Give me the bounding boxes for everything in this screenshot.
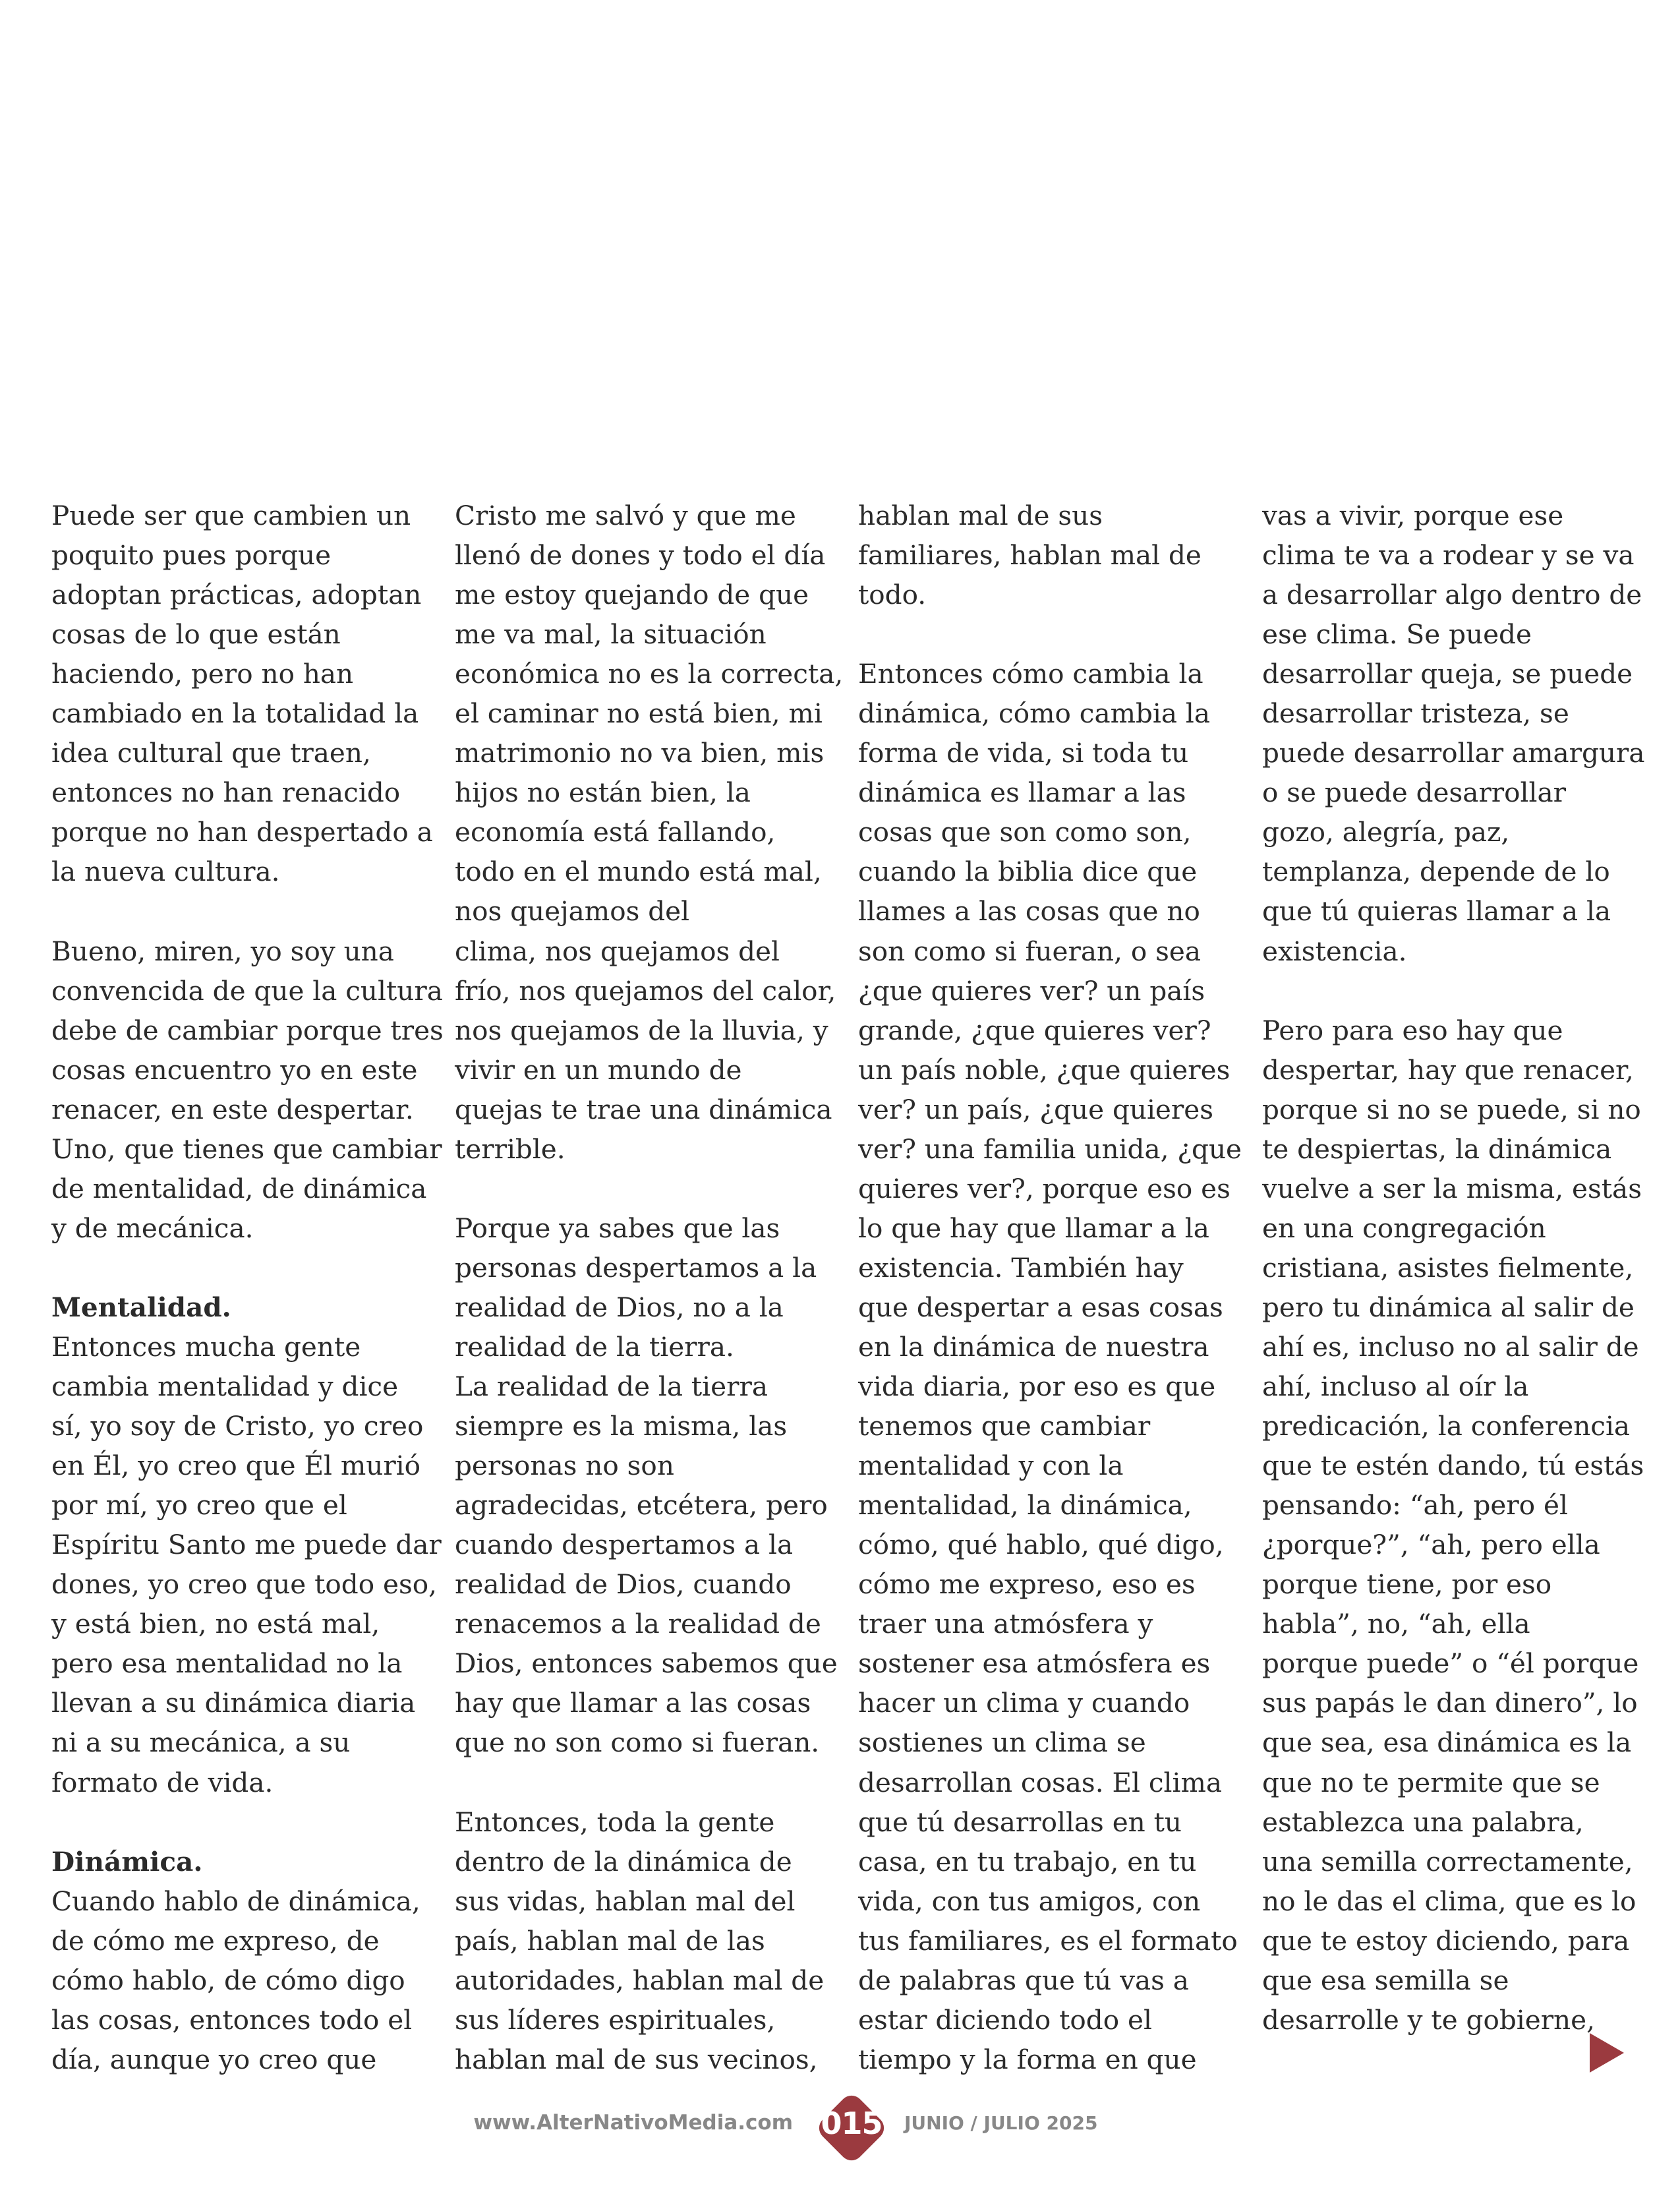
text-line: clima, nos quejamos del bbox=[455, 935, 780, 967]
text-line: nos quejamos de la lluvia, y bbox=[455, 1014, 828, 1046]
text-line: quejas te trae una dinámica bbox=[455, 1093, 832, 1125]
text-line: hablan mal de sus vecinos, bbox=[455, 2043, 818, 2075]
text-line: adoptan prácticas, adoptan bbox=[51, 579, 422, 611]
text-line: llenó de dones y todo el día bbox=[455, 539, 826, 572]
paragraph bbox=[51, 931, 444, 1248]
text-line: ¿porque?”, “ah, pero ella bbox=[1262, 1529, 1600, 1561]
text-line: personas despertamos a la bbox=[455, 1251, 817, 1284]
article-column-1 bbox=[51, 496, 444, 2079]
text-line: porque puede” o “él porque bbox=[1262, 1647, 1639, 1680]
text-line: cómo hablo, de cómo digo bbox=[51, 1964, 405, 1996]
paragraph bbox=[858, 654, 1242, 2079]
paragraph-spacer bbox=[51, 1802, 420, 1842]
paragraph-spacer bbox=[1262, 971, 1631, 1011]
text-line: me estoy quejando de que bbox=[455, 579, 809, 611]
text-line: renacer, en este despertar. bbox=[51, 1093, 414, 1125]
text-line: que sea, esa dinámica es la bbox=[1262, 1727, 1632, 1759]
page-footer bbox=[0, 2082, 1680, 2161]
text-line: llevan a su dinámica diaria bbox=[51, 1687, 416, 1719]
text-line: tenemos que cambiar bbox=[858, 1410, 1151, 1442]
text-line: dentro de la dinámica de bbox=[455, 1845, 792, 1877]
text-line: cosas que son como son, bbox=[858, 816, 1192, 848]
text-line: existencia. bbox=[1262, 935, 1407, 967]
paragraph bbox=[455, 496, 844, 1169]
text-line: establezca una palabra, bbox=[1262, 1806, 1584, 1838]
text-line: sus papás le dan dinero”, lo bbox=[1262, 1687, 1638, 1719]
text-line: realidad de Dios, no a la bbox=[455, 1291, 784, 1323]
text-line: predicación, la conferencia bbox=[1262, 1410, 1631, 1442]
text-line: matrimonio no va bien, mis bbox=[455, 737, 825, 769]
text-line: la nueva cultura. bbox=[51, 856, 280, 888]
paragraph-spacer bbox=[858, 614, 1227, 654]
text-line: económica no es la correcta, bbox=[455, 658, 844, 690]
text-line: y está bien, no está mal, bbox=[51, 1608, 380, 1640]
footer-website[interactable]: www.AlterNativoMedia.com bbox=[473, 2111, 793, 2135]
text-line: son como si fueran, o sea bbox=[858, 935, 1201, 967]
text-line: vida, con tus amigos, con bbox=[858, 1885, 1201, 1917]
text-line: desarrollan cosas. El clima bbox=[858, 1766, 1222, 1798]
text-line: y de mecánica. bbox=[51, 1212, 254, 1244]
text-line: país, hablan mal de las bbox=[455, 1924, 765, 1957]
text-line: todo. bbox=[858, 579, 927, 611]
text-line: realidad de la tierra. bbox=[455, 1330, 734, 1363]
text-line: La realidad de la tierra bbox=[455, 1371, 768, 1403]
text-line: por mí, yo creo que el bbox=[51, 1489, 347, 1521]
text-line: tus familiares, es el formato bbox=[858, 1924, 1238, 1957]
text-line: Entonces cómo cambia la bbox=[858, 658, 1203, 690]
text-line: ese clima. Se puede bbox=[1262, 618, 1532, 651]
text-line: debe de cambiar porque tres bbox=[51, 1014, 444, 1046]
text-line: cambiado en la totalidad la bbox=[51, 697, 419, 730]
text-line: convencida de que la cultura bbox=[51, 974, 443, 1007]
text-line: templanza, depende de lo bbox=[1262, 856, 1610, 888]
text-line: Pero para eso hay que bbox=[1262, 1014, 1563, 1046]
paragraph bbox=[51, 1327, 442, 1802]
text-line: puede desarrollar amargura bbox=[1262, 737, 1645, 769]
text-line: Dios, entonces sabemos que bbox=[455, 1647, 838, 1680]
text-line: familiares, hablan mal de bbox=[858, 539, 1202, 572]
text-line: terrible. bbox=[455, 1133, 565, 1165]
text-line: Entonces, toda la gente bbox=[455, 1806, 775, 1838]
text-line: hacer un clima y cuando bbox=[858, 1687, 1190, 1719]
paragraph bbox=[455, 1802, 824, 2079]
text-line: que tú desarrollas en tu bbox=[858, 1806, 1182, 1838]
text-line: de mentalidad, de dinámica bbox=[51, 1172, 427, 1204]
text-line: traer una atmósfera y bbox=[858, 1608, 1153, 1640]
text-line: cómo, qué hablo, qué digo, bbox=[858, 1529, 1224, 1561]
text-line: despertar, hay que renacer, bbox=[1262, 1053, 1634, 1086]
text-line: de cómo me expreso, de bbox=[51, 1924, 380, 1957]
text-line: ni a su mecánica, a su bbox=[51, 1727, 351, 1759]
text-line: economía está fallando, bbox=[455, 816, 776, 848]
text-line: renacemos a la realidad de bbox=[455, 1608, 821, 1640]
paragraph-spacer bbox=[455, 1169, 824, 1208]
text-line: sus líderes espirituales, bbox=[455, 2003, 776, 2036]
text-line: agradecidas, etcétera, pero bbox=[455, 1489, 828, 1521]
article-column-2 bbox=[455, 496, 844, 2079]
text-line: pero esa mentalidad no la bbox=[51, 1647, 403, 1680]
text-line: en una congregación bbox=[1262, 1212, 1546, 1244]
text-line: nos quejamos del bbox=[455, 895, 690, 928]
text-line: sí, yo soy de Cristo, yo creo bbox=[51, 1410, 424, 1442]
text-line: lo que hay que llamar a la bbox=[858, 1212, 1209, 1244]
text-line: que despertar a esas cosas bbox=[858, 1291, 1223, 1323]
paragraph bbox=[455, 1208, 838, 1763]
text-line: llames a las cosas que no bbox=[858, 895, 1200, 928]
paragraph bbox=[1262, 496, 1645, 971]
text-line: pero tu dinámica al salir de bbox=[1262, 1291, 1635, 1323]
text-line: o se puede desarrollar bbox=[1262, 777, 1566, 809]
text-line: forma de vida, si toda tu bbox=[858, 737, 1189, 769]
text-line: día, aunque yo creo que bbox=[51, 2043, 377, 2075]
text-line: formato de vida. bbox=[51, 1766, 274, 1798]
text-line: porque no han despertado a bbox=[51, 816, 433, 848]
text-line: ahí, incluso al oír la bbox=[1262, 1371, 1529, 1403]
text-line: cuando despertamos a la bbox=[455, 1529, 794, 1561]
text-line: una semilla correctamente, bbox=[1262, 1845, 1633, 1877]
next-page-arrow-icon[interactable] bbox=[1588, 2032, 1625, 2074]
text-line: hijos no están bien, la bbox=[455, 777, 751, 809]
text-line: cambia mentalidad y dice bbox=[51, 1371, 399, 1403]
text-line: de palabras que tú vas a bbox=[858, 1964, 1189, 1996]
text-line: hablan mal de sus bbox=[858, 500, 1103, 531]
issue-date: JUNIO / JULIO 2025 bbox=[904, 2112, 1098, 2134]
text-line: cristiana, asistes fielmente, bbox=[1262, 1251, 1634, 1284]
text-line: porque si no se puede, si no bbox=[1262, 1093, 1641, 1125]
text-line: no le das el clima, que es lo bbox=[1262, 1885, 1637, 1917]
paragraph bbox=[858, 496, 1227, 614]
text-line: cosas encuentro yo en este bbox=[51, 1053, 418, 1086]
text-line: Espíritu Santo me puede dar bbox=[51, 1529, 442, 1561]
text-line: ver? una familia unida, ¿que bbox=[858, 1133, 1242, 1165]
text-line: Entonces mucha gente bbox=[51, 1330, 361, 1363]
text-line: ver? un país, ¿que quieres bbox=[858, 1093, 1213, 1125]
text-line: me va mal, la situación bbox=[455, 618, 767, 651]
text-line: todo en el mundo está mal, bbox=[455, 856, 822, 888]
paragraph-spacer bbox=[455, 1763, 824, 1802]
text-line: dinámica, cómo cambia la bbox=[858, 697, 1210, 730]
text-line: que no te permite que se bbox=[1262, 1766, 1600, 1798]
text-line: frío, nos quejamos del calor, bbox=[455, 974, 836, 1007]
text-line: dones, yo creo que todo eso, bbox=[51, 1568, 437, 1601]
text-line: las cosas, entonces todo el bbox=[51, 2003, 413, 2036]
text-line: entonces no han renacido bbox=[51, 777, 401, 809]
text-line: cosas de lo que están bbox=[51, 618, 341, 651]
text-line: realidad de Dios, cuando bbox=[455, 1568, 792, 1601]
text-line: vida diaria, por eso es que bbox=[858, 1371, 1216, 1403]
text-line: tiempo y la forma en que bbox=[858, 2043, 1197, 2075]
text-line: existencia. También hay bbox=[858, 1251, 1184, 1284]
text-line: casa, en tu trabajo, en tu bbox=[858, 1845, 1197, 1877]
text-line: Porque ya sabes que las bbox=[455, 1212, 780, 1244]
text-line: desarrollar tristeza, se bbox=[1262, 697, 1569, 730]
text-line: habla”, no, “ah, ella bbox=[1262, 1608, 1530, 1640]
section-heading: Mentalidad. bbox=[51, 1291, 231, 1323]
text-line: que no son como si fueran. bbox=[455, 1727, 820, 1759]
paragraph bbox=[51, 1881, 420, 2079]
text-line: mentalidad y con la bbox=[858, 1450, 1124, 1482]
text-line: autoridades, hablan mal de bbox=[455, 1964, 825, 1996]
text-line: siempre es la misma, las bbox=[455, 1410, 788, 1442]
text-line: sostener esa atmósfera es bbox=[858, 1647, 1211, 1680]
text-line: ¿que quieres ver? un país bbox=[858, 974, 1205, 1007]
text-line: desarrolle y te gobierne, bbox=[1262, 2003, 1595, 2036]
text-line: que te estoy diciendo, para bbox=[1262, 1924, 1630, 1957]
text-line: el caminar no está bien, mi bbox=[455, 697, 823, 730]
text-line: que te estén dando, tú estás bbox=[1262, 1450, 1644, 1482]
text-line: personas no son bbox=[455, 1450, 674, 1482]
text-line: Cuando hablo de dinámica, bbox=[51, 1885, 420, 1917]
text-line: idea cultural que traen, bbox=[51, 737, 371, 769]
text-line: pensando: “ah, pero él bbox=[1262, 1489, 1568, 1521]
text-line: vivir en un mundo de bbox=[455, 1053, 742, 1086]
text-line: que esa semilla se bbox=[1262, 1964, 1509, 1996]
text-line: sus vidas, hablan mal del bbox=[455, 1885, 796, 1917]
text-line: sostienes un clima se bbox=[858, 1727, 1146, 1759]
text-line: Cristo me salvó y que me bbox=[455, 500, 796, 531]
text-line: grande, ¿que quieres ver? bbox=[858, 1014, 1211, 1046]
text-line: hay que llamar a las cosas bbox=[455, 1687, 811, 1719]
text-line: quieres ver?, porque eso es bbox=[858, 1172, 1231, 1204]
text-line: vas a vivir, porque ese bbox=[1262, 500, 1564, 531]
text-line: cuando la biblia dice que bbox=[858, 856, 1198, 888]
text-line: en Él, yo creo que Él murió bbox=[51, 1450, 421, 1482]
text-line: cómo me expreso, eso es bbox=[858, 1568, 1196, 1601]
text-line: porque tiene, por eso bbox=[1262, 1568, 1552, 1601]
text-line: gozo, alegría, paz, bbox=[1262, 816, 1510, 848]
text-line: a desarrollar algo dentro de bbox=[1262, 579, 1642, 611]
text-line: poquito pues porque bbox=[51, 539, 332, 572]
article-column-3 bbox=[858, 496, 1242, 2079]
text-line: Uno, que tienes que cambiar bbox=[51, 1133, 442, 1165]
paragraph bbox=[51, 496, 433, 891]
article-column-4 bbox=[1262, 496, 1645, 2040]
text-line: mentalidad, la dinámica, bbox=[858, 1489, 1192, 1521]
paragraph bbox=[1262, 1011, 1644, 2040]
paragraph-spacer bbox=[51, 891, 420, 931]
text-line: dinámica es llamar a las bbox=[858, 777, 1186, 809]
text-line: Puede ser que cambien un bbox=[51, 500, 411, 531]
text-line: Bueno, miren, yo soy una bbox=[51, 935, 394, 967]
paragraph-spacer bbox=[51, 1248, 420, 1287]
text-line: clima te va a rodear y se va bbox=[1262, 539, 1635, 572]
text-line: haciendo, pero no han bbox=[51, 658, 354, 690]
page-number: 015 bbox=[821, 2106, 883, 2141]
text-line: vuelve a ser la misma, estás bbox=[1262, 1172, 1642, 1204]
text-line: un país noble, ¿que quieres bbox=[858, 1053, 1231, 1086]
text-line: que tú quieras llamar a la bbox=[1262, 895, 1611, 928]
text-line: ahí es, incluso no al salir de bbox=[1262, 1330, 1639, 1363]
section-heading: Dinámica. bbox=[51, 1845, 203, 1877]
text-line: estar diciendo todo el bbox=[858, 2003, 1152, 2036]
text-line: desarrollar queja, se puede bbox=[1262, 658, 1633, 690]
text-line: en la dinámica de nuestra bbox=[858, 1330, 1209, 1363]
text-line: te despiertas, la dinámica bbox=[1262, 1133, 1612, 1165]
